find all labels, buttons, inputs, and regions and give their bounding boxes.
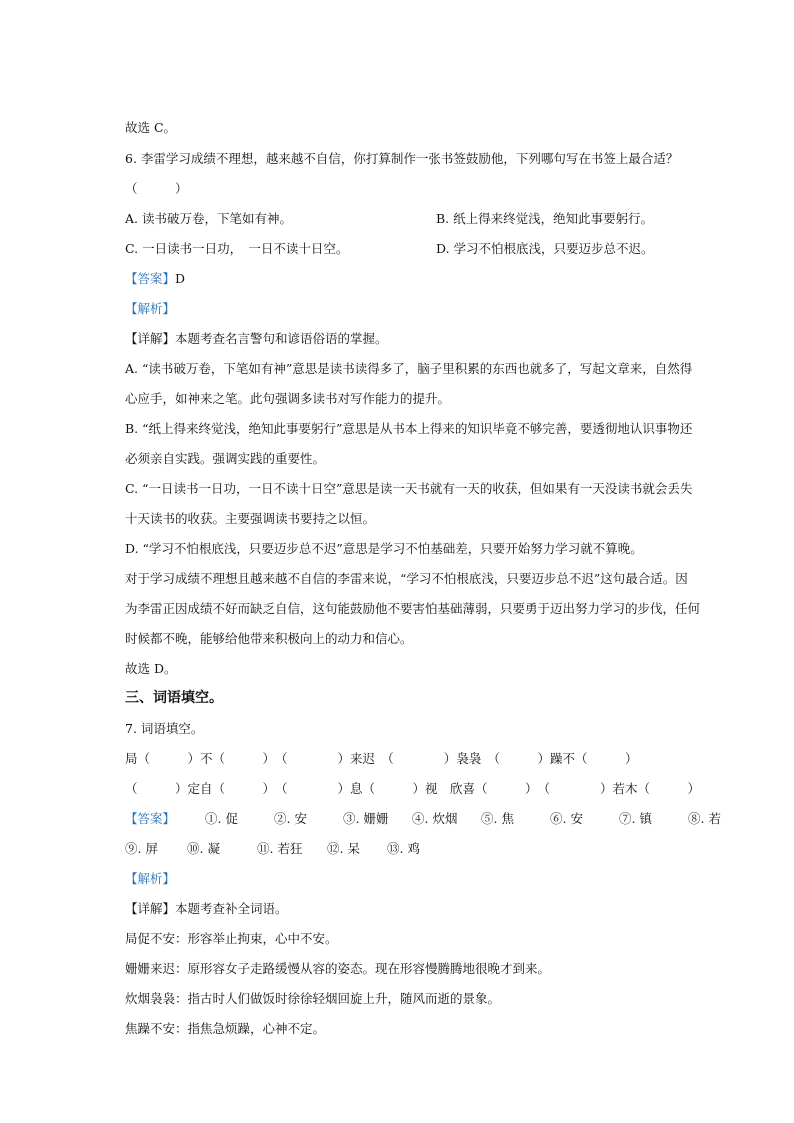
answer-item: ⑪. 若狂 xyxy=(257,841,303,856)
explain-b-line1: B. “纸上得来终觉浅，绝知此事要躬行”意思是从书本上得来的知识毕竟不够完善，要透彻地认识事物还 xyxy=(125,421,693,436)
answer-value: D xyxy=(175,271,186,286)
summary-line3: 时候都不晚，能够给他带来积极向上的动力和信心。 xyxy=(125,631,413,646)
answer-item: ①. 促 xyxy=(205,811,238,826)
option-a: A. 读书破万卷，下笔如有神。 xyxy=(125,211,292,226)
answer-item: ⑬. 鸡 xyxy=(387,841,420,856)
explain-idiom-1: 局促不安：形容举止拘束，心中不安。 xyxy=(125,931,338,946)
answer-item: ⑥. 安 xyxy=(550,811,583,826)
analysis-label-2: 【解析】 xyxy=(125,871,176,886)
conclusion-c: 故选 C。 xyxy=(125,120,177,135)
answer-item: ②. 安 xyxy=(274,811,307,826)
answer-item: ⑧. 若 xyxy=(688,811,721,826)
detail-intro: 【详解】本题考查名言警句和谚语俗语的掌握。 xyxy=(125,331,388,346)
answer-row xyxy=(125,271,185,287)
answer-item: ⑤. 焦 xyxy=(481,811,514,826)
question-7: 7. 词语填空。 xyxy=(125,721,204,736)
explain-idiom-3: 炊烟袅袅：指古时人们做饭时徐徐轻烟回旋上升，随风而逝的景象。 xyxy=(125,991,501,1006)
fill-blank-row1: 局（ ）不（ ） （ ）来迟 （ ）袅袅 （ ）躁不（ ） xyxy=(125,751,638,766)
summary-line1: 对于学习成绩不理想且越来越不自信的李雷来说，“学习不怕根底浅，只要迈步总不迟”这句最合适。因 xyxy=(125,571,688,586)
answer-item: ⑩. 凝 xyxy=(187,841,220,856)
answer-label: 【答案】 xyxy=(125,271,176,286)
answer-item: ⑨. 屏 xyxy=(125,841,158,856)
answer-item: ③. 姗姗 xyxy=(343,811,389,826)
question-6-paren: （ ） xyxy=(125,181,188,196)
answer-label-2: 【答案】 xyxy=(125,811,176,826)
answers-row1 xyxy=(205,811,790,827)
explain-c-line2: 十天读书的收获。主要强调读书要持之以恒。 xyxy=(125,511,376,526)
conclusion-d: 故选 D。 xyxy=(125,661,177,676)
question-6: 6. 李雷学习成绩不理想，越来越不自信，你打算制作一张书签鼓励他，下列哪句写在书签上最合适？ xyxy=(125,151,679,166)
explain-c-line1: C. “一日读书一日功，一日不读十日空”意思是读一天书就有一天的收获，但如果有一天没读书就会丢失 xyxy=(125,481,693,496)
explain-a-line2: 心应手，如神来之笔。此句强调多读书对写作能力的提升。 xyxy=(125,391,451,406)
explain-d-line1: D. “学习不怕根底浅，只要迈步总不迟”意思是学习不怕基础差，只要开始努力学习就不算晚。 xyxy=(125,541,643,556)
summary-line2: 为李雷正因成绩不好而缺乏自信，这句能鼓励他不要害怕基础薄弱，只要勇于迈出努力学习的步伐，任何 xyxy=(125,601,701,616)
analysis-label: 【解析】 xyxy=(125,301,176,316)
fill-blank-row2: （ ）定自（ ） （ ）息（ ）视 欣喜（ ） （ ）若木（ ） xyxy=(125,781,701,796)
option-c: C. 一日读书一日功， 一日不读十日空。 xyxy=(125,241,349,256)
option-d: D. 学习不怕根底浅，只要迈步总不迟。 xyxy=(436,241,654,256)
answers-row2 xyxy=(125,841,447,857)
answer-item: ⑫. 呆 xyxy=(327,841,360,856)
answer-item: ⑦. 镇 xyxy=(619,811,652,826)
option-b: B. 纸上得来终觉浅，绝知此事要躬行。 xyxy=(436,211,654,226)
explain-b-line2: 必须亲自实践。强调实践的重要性。 xyxy=(125,451,326,466)
explain-idiom-2: 姗姗来迟：原形容女子走路缓慢从容的姿态。现在形容慢腾腾地很晚才到来。 xyxy=(125,961,551,976)
section-3-heading: 三、词语填空。 xyxy=(125,690,223,706)
answer-item: ④. 炊烟 xyxy=(412,811,458,826)
explain-idiom-4: 焦躁不安：指焦急烦躁，心神不定。 xyxy=(125,1021,326,1036)
explain-a-line1: A. “读书破万卷，下笔如有神”意思是读书读得多了，脑子里积累的东西也就多了，写起文章来，自然得 xyxy=(125,361,693,376)
detail-intro-2: 【详解】本题考查补全词语。 xyxy=(125,901,288,916)
